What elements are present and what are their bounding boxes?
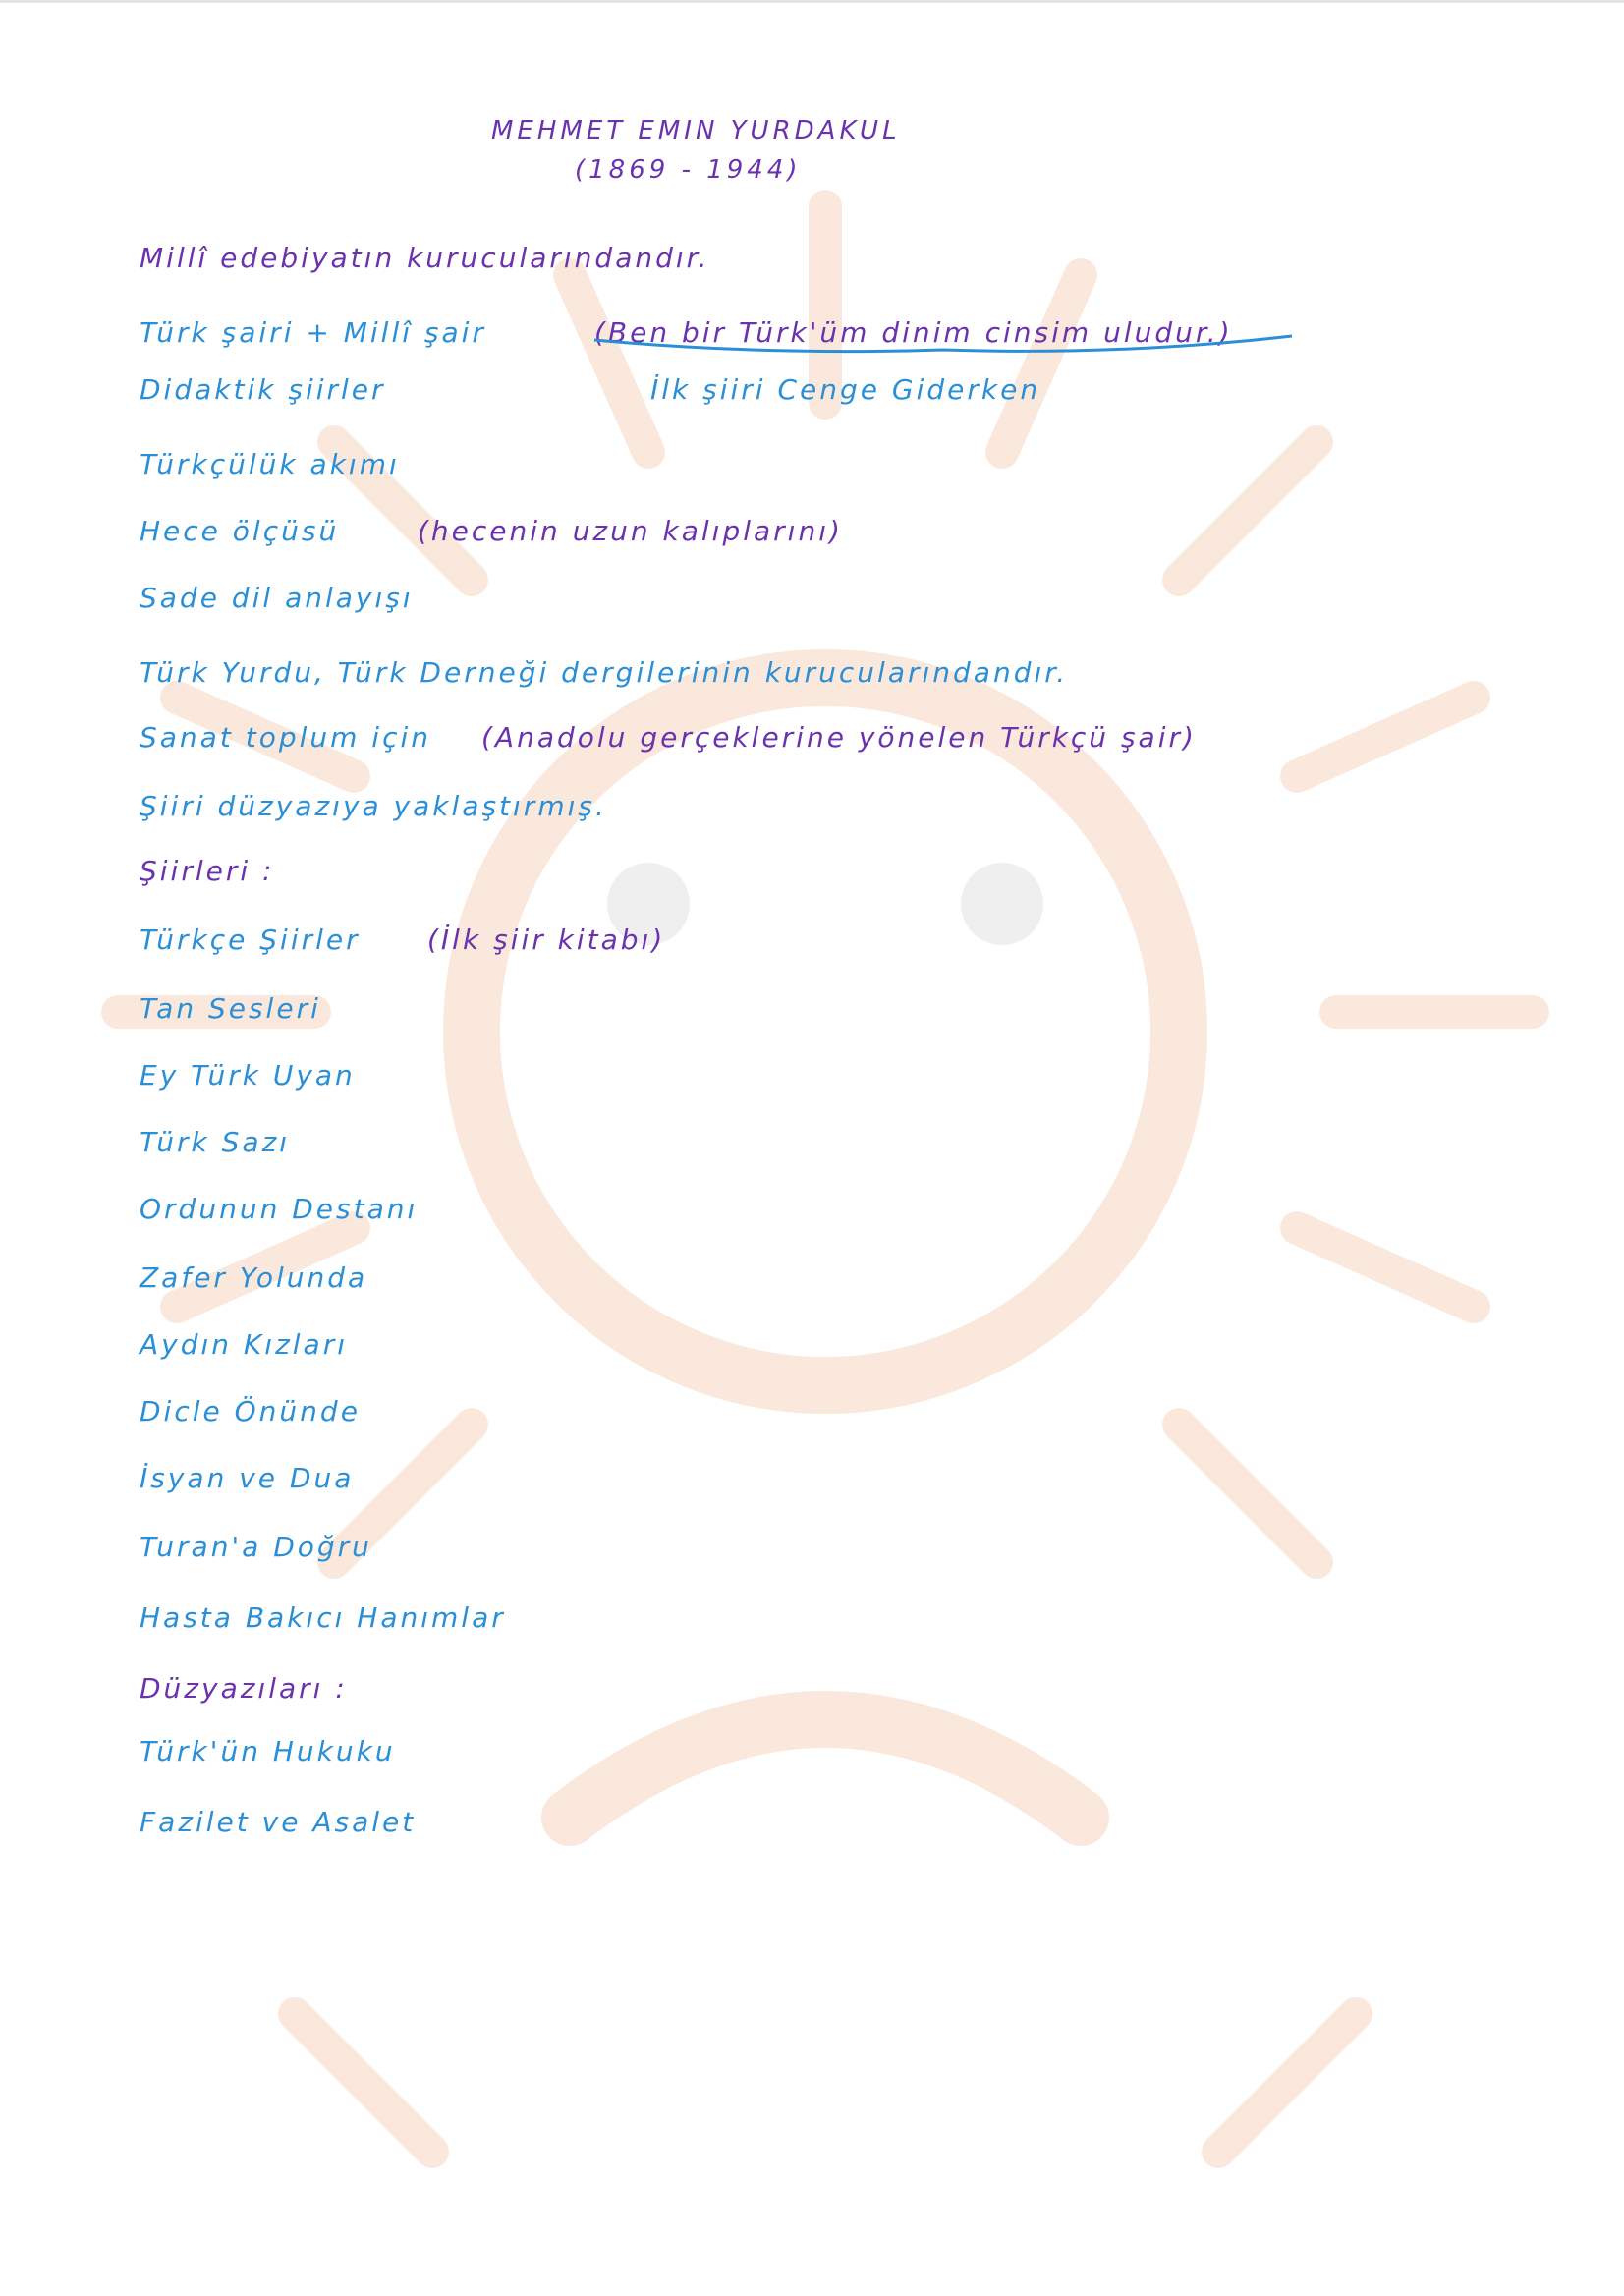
poem-item: Ordunun Destanı [140, 1193, 419, 1225]
poem-item: Türkçe Şiirler [140, 924, 361, 956]
poem-item: Dicle Önünde [140, 1395, 361, 1428]
fact-line-3: Didaktik şiirler [140, 373, 386, 406]
note-underline-brace [589, 332, 1297, 371]
poem-item: Türk Sazı [140, 1126, 291, 1158]
fact-line-4: Türkçülük akımı [140, 448, 400, 480]
page-title: MEHMET EMIN YURDAKUL [491, 116, 901, 145]
fact-line-8: Sanat toplum için [140, 721, 431, 754]
poem-item: Ey Türk Uyan [140, 1059, 356, 1092]
fact-line-5: Hece ölçüsü [140, 515, 340, 547]
fact-line-2: Türk şairi + Millî şair [140, 316, 486, 349]
poem-item: Aydın Kızları [140, 1328, 348, 1361]
ilk-siiri-note: İlk şiiri Cenge Giderken [650, 373, 1041, 406]
fact-line-7: Türk Yurdu, Türk Derneği dergilerinin kurucularındandır. [140, 656, 1069, 689]
fact-line-6: Sade dil anlayışı [140, 582, 414, 614]
prose-item: Türk'ün Hukuku [140, 1735, 396, 1767]
poem-item: Hasta Bakıcı Hanımlar [140, 1601, 506, 1634]
poem-item: Zafer Yolunda [140, 1261, 368, 1294]
fact-line-9: Şiiri düzyazıya yaklaştırmış. [140, 790, 607, 822]
siirleri-heading: Şiirleri : [140, 855, 275, 887]
hece-note: (hecenin uzun kalıplarını) [418, 515, 843, 547]
fact-line-1: Millî edebiyatın kurucularındandır. [140, 242, 710, 274]
duzyazilari-heading: Düzyazıları : [140, 1672, 348, 1705]
ilk-siir-kitabi-note: (İlk şiir kitabı) [427, 924, 666, 956]
poem-item: Tan Sesleri [140, 992, 321, 1025]
poem-item: Turan'a Doğru [140, 1531, 372, 1563]
ben-bir-turkum-note: (Ben bir Türk'üm dinim cinsim uludur.) [594, 316, 1233, 349]
prose-item: Fazilet ve Asalet [140, 1806, 417, 1838]
poem-item: İsyan ve Dua [140, 1462, 355, 1494]
scan-edge [0, 0, 1624, 3]
life-years: (1869 - 1944) [575, 155, 802, 185]
sanat-note: (Anadolu gerçeklerine yönelen Türkçü şair) [481, 721, 1197, 754]
